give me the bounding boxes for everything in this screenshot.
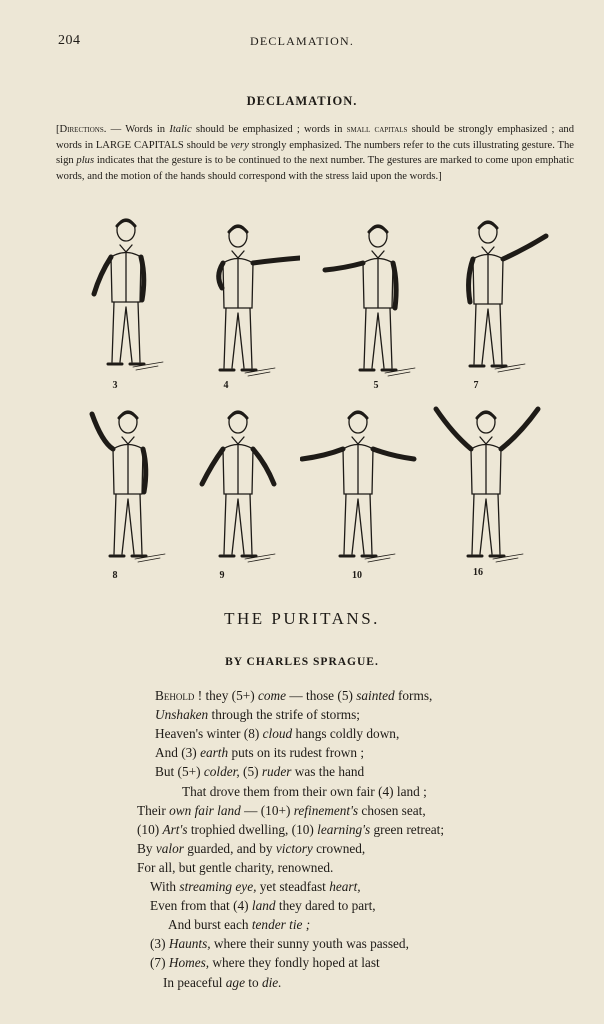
text-run: Art's [162,821,188,837]
text-run: where their sunny youth was passed, [210,936,409,952]
text-run: Haunts, [168,936,211,952]
poem-line [137,860,333,876]
text-run: very [230,139,249,151]
text-run: — Words in [106,124,170,135]
poem-author: BY CHARLES SPRAGUE. [225,656,379,668]
person-figure-icon [180,404,300,574]
text-run: own fair land [169,802,241,818]
text-run: forms, [394,688,433,703]
poem-line [137,803,426,819]
text-run: come [258,688,287,703]
text-run: (5) [239,764,262,780]
figure-number: 3 [112,380,118,391]
text-run: green retreat; [370,821,445,837]
section-title: DECLAMATION. [246,94,358,108]
poem-line [155,726,399,742]
text-run: (7) [150,955,169,971]
text-run: small capitals [346,124,408,135]
text-run: ruder [261,764,292,780]
gesture-figure-9 [180,404,280,574]
person-figure-icon [68,212,188,382]
text-run: they dared to part, [275,898,376,914]
text-run: chosen seat, [358,802,426,818]
text-run: Unshaken [155,707,209,723]
text-run: That drove them from their own fair (4) land ; [182,783,427,799]
text-run: — (10+) [240,802,294,818]
poem-line [137,822,444,838]
person-figure-icon [180,218,300,388]
text-run: streaming eye, [179,879,257,894]
figure-number: 16 [473,567,483,578]
text-run: And burst each [168,917,252,933]
poem-title: THE PURITANS. [224,609,380,628]
text-run: — those (5) [286,688,357,703]
figure-number: 8 [112,570,118,581]
text-run: plus [76,155,95,167]
gesture-figure-10 [300,404,400,574]
text-run: indicates that the gesture is to be continued to the next number. The gestures are marked to come upon emphatic words, and the motion of the hands should correspond with the stress laid upon the words.] [56,155,574,183]
gesture-figure-4 [180,218,280,388]
text-run: refinement's [293,802,359,818]
figure-number: 5 [373,380,379,391]
gesture-figure-8 [70,404,170,574]
text-run: Heaven's winter (8) [155,726,263,742]
poem-line [155,688,432,704]
text-run: crowned, [312,840,366,856]
poem-line [163,975,282,991]
text-run: age [225,974,245,990]
person-figure-icon [428,404,548,574]
text-run: heart, [329,879,361,894]
poem-line [150,955,380,971]
text-run: victory [275,840,313,856]
poem-line [168,917,310,933]
text-run: was the hand [291,764,365,780]
text-run: puts on its rudest frown ; [228,745,365,761]
text-run: hangs coldly down, [292,726,400,742]
text-run: And (3) [155,745,201,761]
directions-paragraph [56,122,574,185]
running-title: DECLAMATION. [249,34,355,48]
text-run: But (5+) [155,764,204,780]
text-run: ! they (5+) [194,688,258,703]
text-run: guarded, and by [183,840,276,856]
text-run: Italic [169,124,192,135]
person-figure-icon [70,404,190,574]
text-run: to [244,974,262,990]
text-run: Their [137,802,170,818]
poem-line [150,898,376,914]
poem-line [155,764,364,780]
text-run: through the strife of storms; [208,707,360,723]
poem-line [155,745,364,761]
text-run: earth [200,745,229,761]
poem-line [150,936,409,952]
poem-line [155,707,360,723]
person-figure-icon [300,404,420,574]
text-run: strongly emphasized. The numbers refer to the cuts illustrating gesture. The sign [56,139,575,167]
text-run: land [251,898,276,914]
text-run: die. [261,974,282,990]
figure-number: 9 [219,570,225,581]
person-figure-icon [430,214,550,384]
text-run: trophied dwelling, (10) [187,821,318,837]
gesture-figure-7 [430,214,530,384]
text-run: valor [155,840,184,856]
gesture-figure-16 [428,404,528,574]
text-run: yet steadfast [256,879,330,894]
text-run: Behold [155,688,195,703]
text-run: sainted [356,688,395,703]
text-run: learning's [317,821,371,837]
poem-line [182,784,427,800]
text-run: By [137,840,156,856]
text-run: Even from that (4) [150,898,252,914]
text-run: where they fondly hoped at last [209,955,380,971]
poem-line [137,841,365,857]
text-run: colder, [203,764,240,780]
text-run: should be strongly emphasized ; and words in LARGE CAPITALS should be [56,124,574,151]
figure-number: 4 [223,380,229,391]
text-run: With [150,879,180,894]
poem-line [150,879,361,895]
text-run: (3) [150,936,169,952]
text-run: For all, but gentle charity, renowned. [137,859,334,875]
text-run: (10) [137,821,163,837]
text-run: Directions. [59,124,107,135]
page-number: 204 [58,33,81,48]
figure-number: 7 [473,380,479,391]
figure-number: 10 [352,570,362,581]
person-figure-icon [320,218,440,388]
gesture-figure-5 [320,218,420,388]
text-run: [ [56,124,60,135]
gesture-figure-3 [68,212,168,382]
text-run: should be emphasized ; words in [191,124,347,135]
text-run: In peaceful [163,974,226,990]
text-run: cloud [262,726,293,742]
text-run: tender tie ; [251,917,311,933]
text-run: Homes, [168,955,210,971]
